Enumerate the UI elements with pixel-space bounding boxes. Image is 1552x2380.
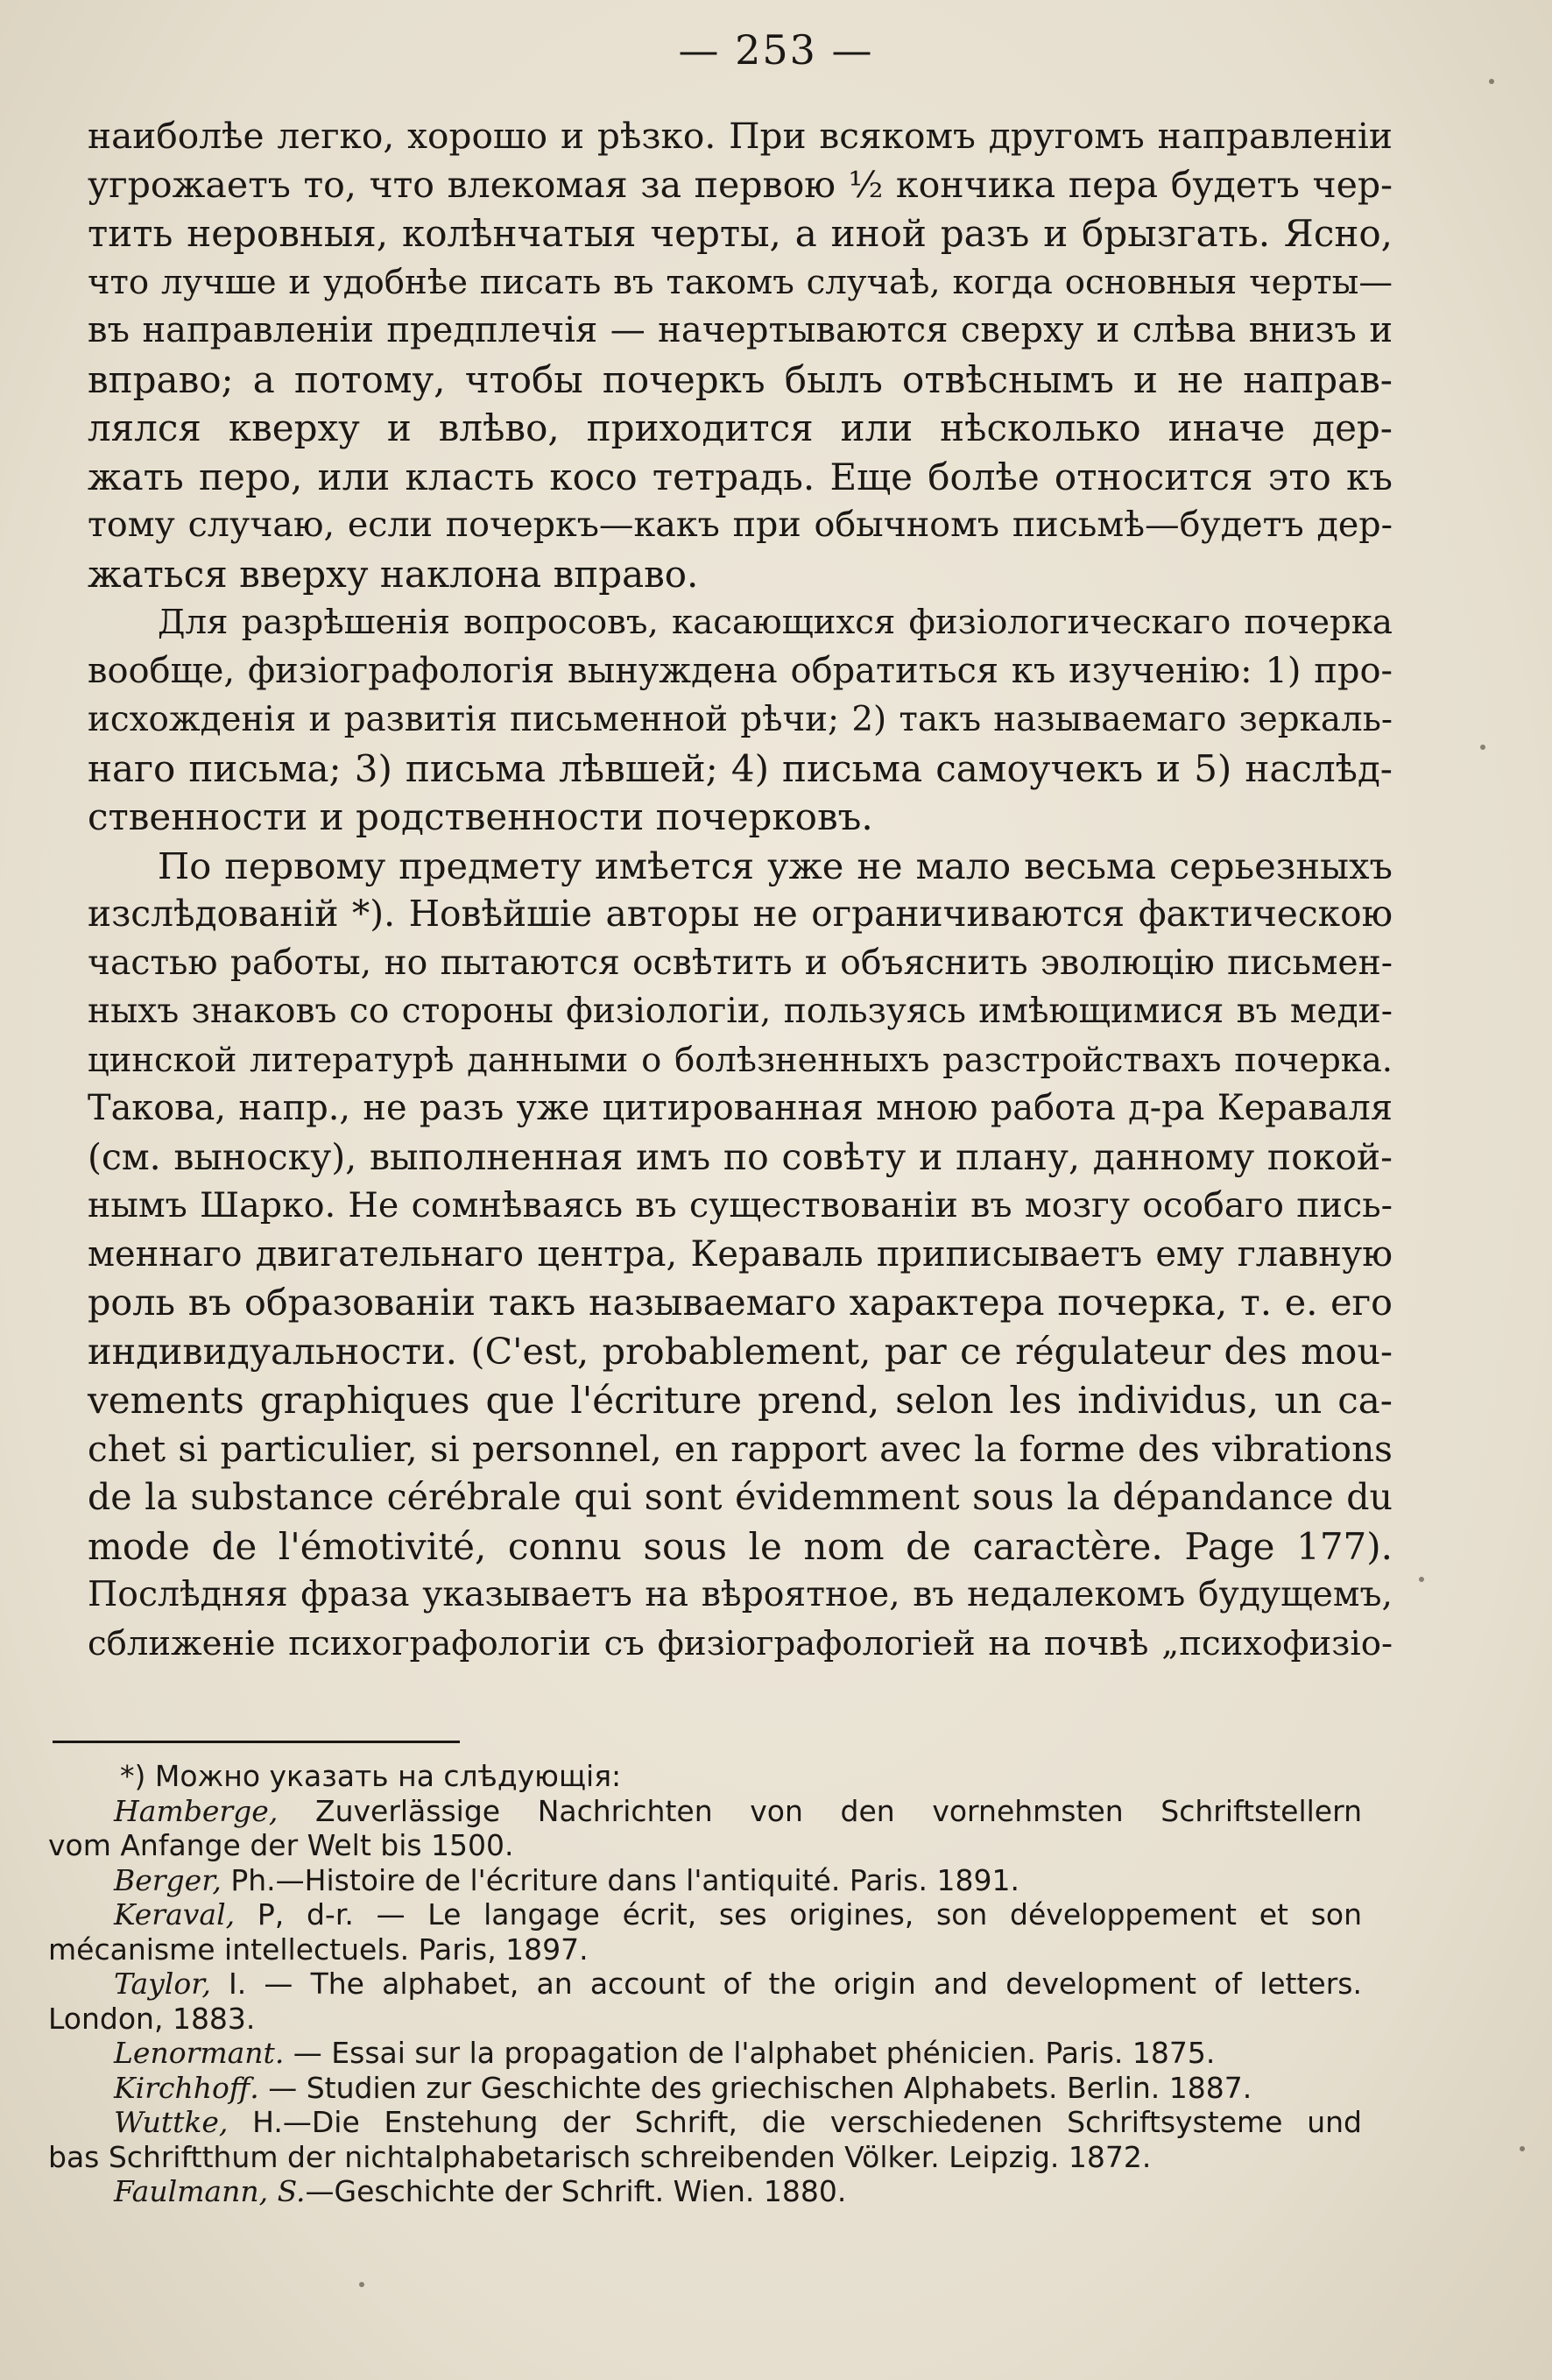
paper-speck: [1520, 2146, 1525, 2151]
text-line: сближеніе психографологіи съ физіографологіей на почвѣ „психофизіо-: [88, 1623, 1393, 1663]
footnote-author: Keraval,: [114, 1897, 236, 1932]
text-line: жать перо, или класть косо тетрадь. Еще болѣе относится это къ: [88, 455, 1393, 498]
footnote-line: [48, 1828, 1362, 1863]
text-line: жаться вверху наклона вправо.: [88, 552, 699, 596]
text-line: тому случаю, если почеркъ—какъ при обычномъ письмѣ—будетъ дер-: [88, 505, 1393, 545]
footnote-line: [48, 2036, 1362, 2071]
footnote-author: Taylor,: [114, 1967, 211, 2001]
text-line: Послѣдняя фраза указываетъ на вѣроятное, въ недалекомъ будущемъ,: [88, 1575, 1393, 1614]
footnote-line: [48, 1794, 1362, 1829]
text-line: нымъ Шарко. Не сомнѣваясь въ существованіи въ мозгу особаго пись-: [88, 1185, 1393, 1225]
footnote-text: Zuverlässige Nachrichten von den vornehmsten Schriftstellern: [278, 1793, 1362, 1828]
paper-speck: [359, 2282, 364, 2287]
footnote-line: [48, 1897, 1362, 1932]
footnote-text: — Studien zur Geschichte des griechischen Alphabets. Berlin. 1887.: [258, 2070, 1252, 2105]
text-line: изслѣдованій *). Новѣйшіе авторы не ограничиваются фактическою: [88, 893, 1393, 935]
text-line: въ направленіи предплечія — начертываются сверху и слѣва внизъ и: [88, 310, 1393, 350]
text-line: меннаго двигательнаго центра, Кераваль приписываетъ ему главную: [88, 1233, 1393, 1275]
footnote-line: [48, 2174, 1362, 2209]
footnote-author: Faulmann, S.: [114, 2174, 306, 2208]
text-line: Такова, напр., не разъ уже цитированная мною работа д-ра Кераваля: [88, 1088, 1393, 1128]
text-line: (см. выноску), выполненная имъ по совѣту и плану, данному покой-: [88, 1135, 1393, 1178]
footnote-author: Berger,: [114, 1862, 222, 1897]
footnote-line: [48, 2105, 1362, 2140]
footnote-line: [48, 2140, 1362, 2175]
footnote-line: [48, 1863, 1362, 1898]
text-line: частью работы, но пытаются освѣтить и объяснить эволюцію письмен-: [88, 943, 1393, 983]
text-line: По первому предмету имѣется уже не мало весьма серьезныхъ: [158, 844, 1393, 887]
text-line: исхожденія и развитія письменной рѣчи; 2) такъ называемаго зеркаль-: [88, 700, 1393, 739]
paper-speck: [1489, 79, 1494, 84]
footnote-text: mécanisme intellectuels. Paris, 1897.: [48, 1932, 589, 1967]
footnote-author: Wuttke,: [114, 2105, 229, 2139]
footnote-author: Kirchhoff.: [114, 2070, 259, 2105]
text-line: de la substance cérébrale qui sont évidemment sous la dépandance du: [88, 1476, 1393, 1518]
footnotes: [48, 1759, 1362, 2209]
text-line: угрожаетъ то, что влекомая за первою ½ кончика пера будетъ чер-: [88, 163, 1393, 206]
text-line: chet si particulier, si personnel, en rapport avec la forme des vibrations: [88, 1427, 1393, 1470]
footnote-text: vom Anfange der Welt bis 1500.: [48, 1828, 514, 1862]
footnote-line: [48, 1932, 1362, 1967]
footnote-text: I. — The alphabet, an account of the origin and development of letters.: [210, 1967, 1362, 2001]
text-line: Для разрѣшенія вопросовъ, касающихся физіологическаго почерка: [158, 603, 1393, 642]
text-line: индивидуальности. (C'est, probablement, par ce régulateur des mou-: [88, 1330, 1393, 1373]
footnote-text: P, d-r. — Le langage écrit, ses origines, son développement et son: [235, 1897, 1362, 1932]
text-line: ныхъ знаковъ со стороны физіологіи, пользуясь имѣющимися въ меди-: [88, 992, 1393, 1031]
page-number: — 253 —: [678, 26, 874, 74]
footnote-rule: [53, 1741, 460, 1743]
footnote-line: [48, 2002, 1362, 2037]
footnote-text: Ph.—Histoire de l'écriture dans l'antiquité. Paris. 1891.: [221, 1862, 1019, 1897]
text-line: роль въ образованіи такъ называемаго характера почерка, т. е. его: [88, 1282, 1393, 1324]
text-line: вправо; а потому, чтобы почеркъ былъ отвѣснымъ и не направ-: [88, 357, 1393, 401]
paper-speck: [1480, 745, 1485, 750]
footnote-text: —Geschichte der Schrift. Wien. 1880.: [305, 2174, 847, 2208]
footnote-text: H.—Die Enstehung der Schrift, die verschiedenen Schriftsysteme und: [228, 2105, 1362, 2139]
text-line: лялся кверху и влѣво, приходится или нѣсколько иначе дер-: [88, 406, 1393, 449]
footnote-line: [48, 1967, 1362, 2002]
text-line: ственности и родственности почерковъ.: [88, 795, 873, 838]
paper-speck: [1419, 1577, 1424, 1582]
footnote-author: Hamberge,: [114, 1793, 279, 1828]
text-line: цинской литературѣ данными о болѣзненныхъ разстройствахъ почерка.: [88, 1040, 1393, 1080]
text-line: наго письма; 3) письма лѣвшей; 4) письма самоучекъ и 5) наслѣд-: [88, 746, 1393, 790]
text-line: vements graphiques que l'écriture prend, selon les individus, un ca-: [88, 1379, 1393, 1422]
body-text: [88, 112, 1393, 1668]
text-line: что лучше и удобнѣе писать въ такомъ случаѣ, когда основныя черты—: [88, 262, 1393, 302]
text-line: наиболѣе легко, хорошо и рѣзко. При всякомъ другомъ направленіи: [88, 115, 1393, 157]
text-line: вообще, физіографологія вынуждена обратиться къ изученію: 1) про-: [88, 650, 1393, 691]
footnote-text: — Essai sur la propagation de l'alphabet phénicien. Paris. 1875.: [284, 2036, 1216, 2070]
footnote-text: bas Schriftthum der nichtalphabetarisch schreibenden Völker. Leipzig. 1872.: [48, 2139, 1152, 2174]
footnote-line: [48, 2071, 1362, 2106]
text-line: mode de l'émotivité, connu sous le nom de caractère. Page 177).: [88, 1524, 1393, 1568]
footnote-text: London, 1883.: [48, 2001, 256, 2036]
text-line: тить неровныя, колѣнчатыя черты, а иной разъ и брызгать. Ясно,: [88, 212, 1393, 255]
footnote-author: Lenormant.: [114, 2036, 285, 2070]
footnote-intro: *) Можно указать на слѣдующія:: [120, 1759, 622, 1793]
